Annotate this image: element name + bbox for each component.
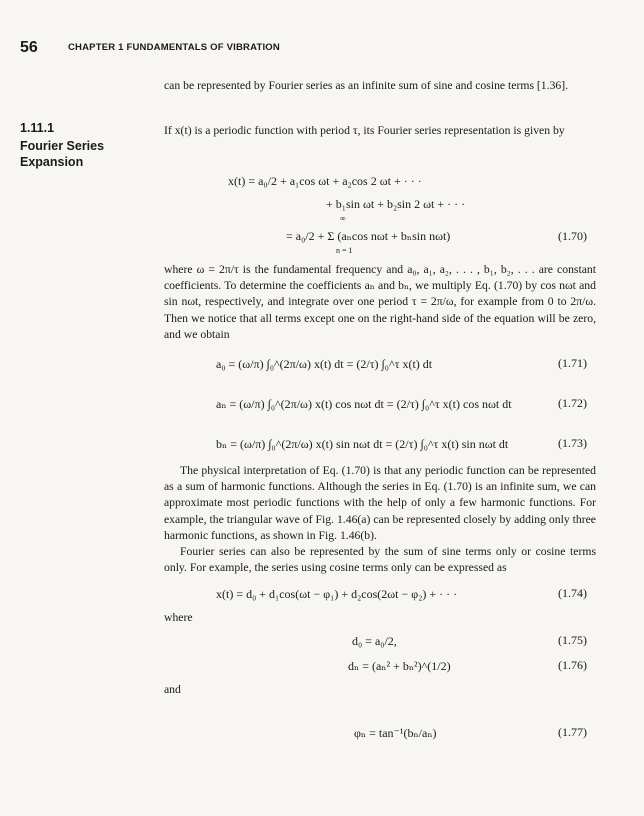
equation-1-73: bₙ = (ω/π) ∫₀^(2π/ω) x(t) sin nωt dt = (2/τ) ∫₀^τ x(t) sin nωt dt — [216, 437, 509, 451]
intro-paragraph: can be represented by Fourier series as an infinite sum of sine and cosine terms [1.36]. — [164, 79, 569, 92]
equation-number-1-76: (1.76) — [558, 658, 587, 672]
equation-1-76: dₙ = (aₙ² + bₙ²)^(1/2) — [348, 659, 451, 673]
paragraph-3: The physical interpretation of Eq. (1.70) is that any periodic function can be represented as a sum of harmonic functions. Although the series in Eq. (1.70) is an infinite sum, we can approximate most periodic functions with the help of only a few harmonic functions. For example, the triangular wave of Fig. 1.46(a) can be represented closely by adding only three harmonic functions, as shown in Fig. 1.46(b). — [164, 464, 596, 542]
paragraph-4: Fourier series can also be represented by the sum of sine terms only or cosine terms only. For example, the series using cosine terms only can be expressed as — [164, 545, 596, 575]
equation-number-1-77: (1.77) — [558, 725, 587, 739]
where-label: where — [164, 611, 193, 624]
paragraph-1: If x(t) is a periodic function with period τ, its Fourier series representation is given by — [164, 124, 565, 137]
equation-number-1-72: (1.72) — [558, 396, 587, 410]
and-label: and — [164, 683, 181, 696]
equation-1-74: x(t) = d₀ + d₁cos(ωt − φ₁) + d₂cos(2ωt − φ₂) + · · · — [216, 587, 458, 601]
paragraph-2: where ω = 2π/τ is the fundamental frequency and a₀, a₁, a₂, . . . , b₁, b₂, . . . are constant coefficients. To determine the coefficients aₙ and bₙ, we multiply Eq. (1.70) by cos nωt and sin nωt, respectively, and integrate over one period τ = 2π/ω, for example from 0 to 2π/ω. Then we notice that all terms except one on the right-hand side of the equation will be zero, and we obtain — [164, 263, 596, 341]
equation-1-71: a₀ = (ω/π) ∫₀^(2π/ω) x(t) dt = (2/τ) ∫₀^τ x(t) dt — [216, 357, 433, 371]
section-number: 1.11.1 — [20, 121, 55, 135]
equation-1-70-line-1: x(t) = a₀/2 + a₁cos ωt + a₂cos 2 ωt + · · · — [228, 174, 422, 188]
equation-1-75: d₀ = a₀/2, — [352, 634, 397, 648]
equation-1-70-line-3: = a₀/2 + Σ (aₙcos nωt + bₙsin nωt) — [286, 229, 451, 243]
equation-number-1-70: (1.70) — [558, 229, 587, 243]
page-number: 56 — [20, 39, 38, 56]
section-title: Fourier Series Expansion — [20, 139, 105, 169]
sum-upper-limit: ∞ — [340, 214, 346, 223]
equation-number-1-74: (1.74) — [558, 586, 587, 600]
equation-1-77: φₙ = tan⁻¹(bₙ/aₙ) — [354, 726, 437, 740]
sum-lower-limit: n = 1 — [336, 246, 353, 255]
equation-number-1-75: (1.75) — [558, 633, 587, 647]
running-title: CHAPTER 1 FUNDAMENTALS OF VIBRATION — [68, 42, 280, 53]
equation-1-72: aₙ = (ω/π) ∫₀^(2π/ω) x(t) cos nωt dt = (2/τ) ∫₀^τ x(t) cos nωt dt — [216, 397, 512, 411]
equation-number-1-71: (1.71) — [558, 356, 587, 370]
equation-1-70-line-2: + b₁sin ωt + b₂sin 2 ωt + · · · — [326, 197, 466, 211]
equation-number-1-73: (1.73) — [558, 436, 587, 450]
